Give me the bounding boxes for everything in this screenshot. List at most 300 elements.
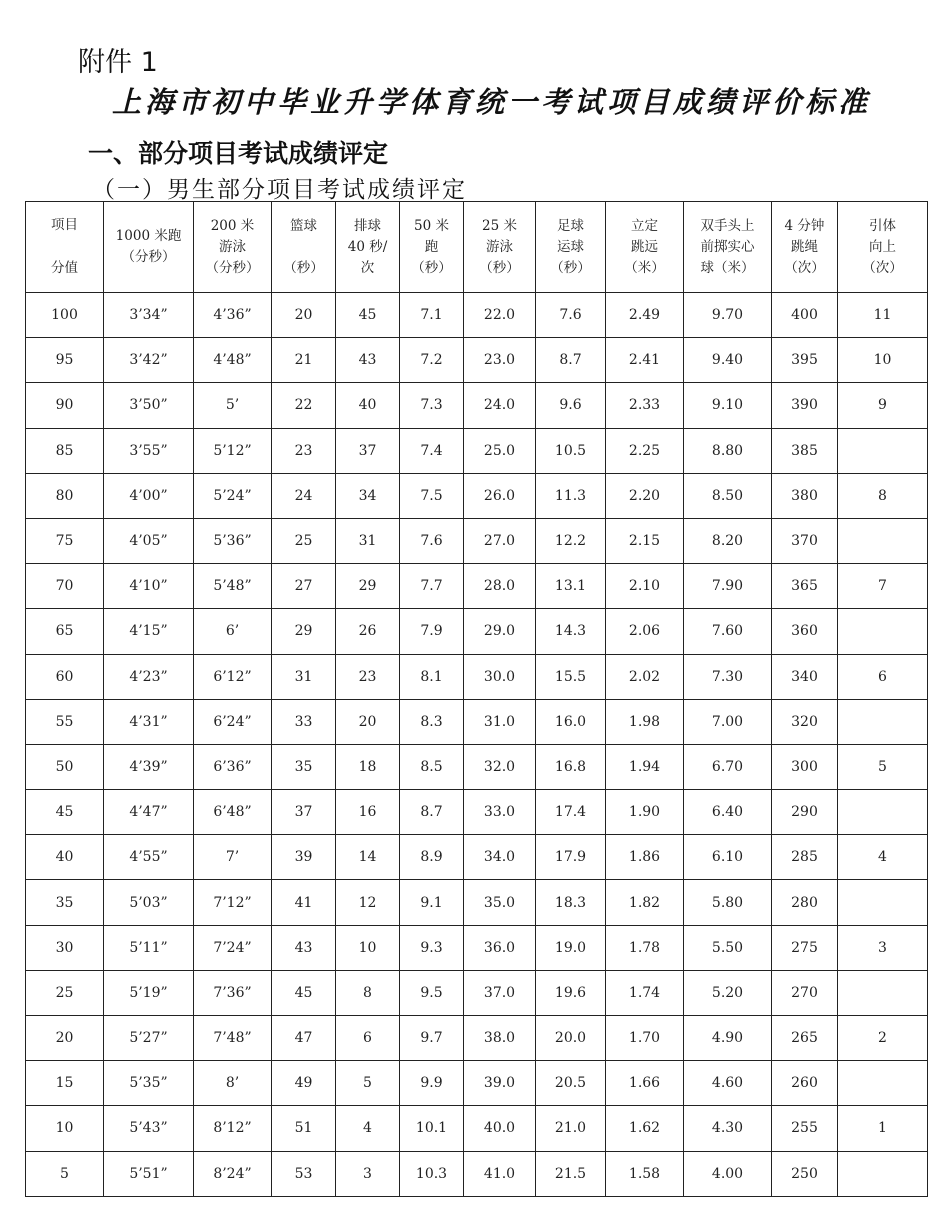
score-cell: 45 [26,790,104,835]
value-cell: 3 [838,925,928,970]
value-cell: 8 [336,970,400,1015]
table-row [26,428,928,473]
table-header-row [26,202,928,293]
value-cell: 20 [336,699,400,744]
value-cell: 40.0 [464,1106,536,1151]
value-cell [838,428,928,473]
value-cell: 1.94 [606,744,684,789]
value-cell: 7.7 [400,564,464,609]
value-cell: 7’36” [194,970,272,1015]
value-cell: 2.41 [606,338,684,383]
table-row [26,744,928,789]
value-cell: 9.9 [400,1061,464,1106]
value-cell: 22 [272,383,336,428]
value-cell: 37.0 [464,970,536,1015]
value-cell [838,1151,928,1196]
value-cell: 250 [772,1151,838,1196]
value-cell: 9.40 [684,338,772,383]
value-cell: 4’47” [104,790,194,835]
value-cell: 7.1 [400,293,464,338]
value-cell: 7.2 [400,338,464,383]
value-cell: 4.30 [684,1106,772,1151]
value-cell: 21 [272,338,336,383]
value-cell: 3’42” [104,338,194,383]
value-cell: 14 [336,835,400,880]
value-cell: 19.0 [536,925,606,970]
value-cell: 31.0 [464,699,536,744]
column-header-line: 运球 [557,238,584,255]
value-cell: 45 [272,970,336,1015]
document-title: 上海市初中毕业升学体育统一考试项目成绩评价标准 [112,85,872,119]
table-row [26,1106,928,1151]
attachment-label: 附件 1 [78,47,158,78]
value-cell: 16.0 [536,699,606,744]
value-cell: 17.9 [536,835,606,880]
score-cell: 5 [26,1151,104,1196]
value-cell: 340 [772,654,838,699]
value-cell: 22.0 [464,293,536,338]
value-cell: 4’48” [194,338,272,383]
value-cell: 3 [336,1151,400,1196]
value-cell: 4’15” [104,609,194,654]
value-cell: 35 [272,744,336,789]
value-cell: 26.0 [464,473,536,518]
value-cell: 23 [272,428,336,473]
column-header-line: （分秒） [205,259,260,276]
value-cell: 5’36” [194,518,272,563]
value-cell: 14.3 [536,609,606,654]
value-cell: 27 [272,564,336,609]
value-cell: 1.70 [606,1016,684,1061]
value-cell: 12.2 [536,518,606,563]
score-cell: 55 [26,699,104,744]
score-standard-table [25,201,928,1197]
value-cell: 285 [772,835,838,880]
column-header-line: （分秒） [121,249,176,265]
value-cell: 10.5 [536,428,606,473]
table-row [26,835,928,880]
value-cell: 8.20 [684,518,772,563]
table-row [26,473,928,518]
section-heading: 一、部分项目考试成绩评定 [88,139,389,168]
value-cell: 11.3 [536,473,606,518]
value-cell: 8’ [194,1061,272,1106]
value-cell: 8 [838,473,928,518]
value-cell [838,1061,928,1106]
column-header-line: 25 米 [482,217,517,234]
header-item-score [26,202,104,293]
value-cell: 26 [336,609,400,654]
table-row [26,970,928,1015]
value-cell: 41 [272,880,336,925]
score-cell: 30 [26,925,104,970]
value-cell: 31 [336,518,400,563]
table-row [26,338,928,383]
value-cell: 1.66 [606,1061,684,1106]
column-header-line: （秒） [411,259,452,276]
column-header-line: （秒） [283,259,324,276]
value-cell: 4’36” [194,293,272,338]
value-cell: 17.4 [536,790,606,835]
column-header-line: （次） [862,259,903,276]
value-cell: 3’50” [104,383,194,428]
value-cell: 8.9 [400,835,464,880]
value-cell: 8.80 [684,428,772,473]
table-row [26,518,928,563]
value-cell: 5.80 [684,880,772,925]
value-cell: 8.7 [536,338,606,383]
value-cell: 4’10” [104,564,194,609]
value-cell: 8’24” [194,1151,272,1196]
score-cell: 10 [26,1106,104,1151]
value-cell: 51 [272,1106,336,1151]
value-cell: 4.00 [684,1151,772,1196]
value-cell: 1 [838,1106,928,1151]
value-cell [838,970,928,1015]
column-header-line: 篮球 [290,217,317,234]
value-cell: 41.0 [464,1151,536,1196]
value-cell: 45 [336,293,400,338]
value-cell: 9.7 [400,1016,464,1061]
column-header-line: 引体 [869,217,896,234]
value-cell: 2.10 [606,564,684,609]
value-cell: 43 [272,925,336,970]
column-header-line: 游泳 [486,238,513,255]
value-cell: 7.30 [684,654,772,699]
value-cell: 7.6 [536,293,606,338]
value-cell: 13.1 [536,564,606,609]
value-cell: 25.0 [464,428,536,473]
table-row [26,293,928,338]
column-header [838,202,928,293]
column-header-line: 球（米） [700,259,755,276]
value-cell: 43 [336,338,400,383]
value-cell: 4’55” [104,835,194,880]
value-cell: 7.90 [684,564,772,609]
value-cell: 7.6 [400,518,464,563]
value-cell: 35.0 [464,880,536,925]
column-header-line: （米） [624,259,665,276]
value-cell: 10.1 [400,1106,464,1151]
value-cell: 9.6 [536,383,606,428]
score-cell: 60 [26,654,104,699]
value-cell: 9.10 [684,383,772,428]
value-cell: 1.90 [606,790,684,835]
value-cell: 4’31” [104,699,194,744]
value-cell: 1.62 [606,1106,684,1151]
value-cell: 25 [272,518,336,563]
value-cell: 255 [772,1106,838,1151]
value-cell [838,699,928,744]
value-cell: 31 [272,654,336,699]
value-cell: 395 [772,338,838,383]
value-cell [838,609,928,654]
value-cell: 20.5 [536,1061,606,1106]
table-row [26,880,928,925]
value-cell: 39 [272,835,336,880]
value-cell: 385 [772,428,838,473]
value-cell: 265 [772,1016,838,1061]
value-cell: 10 [838,338,928,383]
value-cell: 4’00” [104,473,194,518]
column-header-line: 跑 [424,238,439,255]
value-cell: 7’48” [194,1016,272,1061]
score-cell: 85 [26,428,104,473]
value-cell: 5’12” [194,428,272,473]
table-row [26,1016,928,1061]
value-cell: 9.3 [400,925,464,970]
value-cell: 5’11” [104,925,194,970]
value-cell: 7.00 [684,699,772,744]
value-cell: 2.25 [606,428,684,473]
value-cell: 29 [336,564,400,609]
value-cell: 380 [772,473,838,518]
value-cell: 4.90 [684,1016,772,1061]
value-cell: 7.60 [684,609,772,654]
value-cell: 390 [772,383,838,428]
score-cell: 75 [26,518,104,563]
column-header [104,202,194,293]
value-cell: 29 [272,609,336,654]
value-cell: 11 [838,293,928,338]
value-cell: 36.0 [464,925,536,970]
score-cell: 15 [26,1061,104,1106]
value-cell: 5’03” [104,880,194,925]
table-row [26,1151,928,1196]
column-header [684,202,772,293]
score-cell: 100 [26,293,104,338]
value-cell: 6’48” [194,790,272,835]
score-cell: 65 [26,609,104,654]
value-cell: 1.74 [606,970,684,1015]
score-cell: 90 [26,383,104,428]
value-cell: 21.0 [536,1106,606,1151]
value-cell: 53 [272,1151,336,1196]
value-cell: 6 [336,1016,400,1061]
value-cell: 29.0 [464,609,536,654]
score-cell: 20 [26,1016,104,1061]
table-row [26,699,928,744]
value-cell: 33.0 [464,790,536,835]
value-cell: 23 [336,654,400,699]
value-cell: 49 [272,1061,336,1106]
value-cell: 1.98 [606,699,684,744]
value-cell: 8.50 [684,473,772,518]
column-header [464,202,536,293]
value-cell: 37 [272,790,336,835]
column-header [272,202,336,293]
value-cell: 24.0 [464,383,536,428]
value-cell: 7.5 [400,473,464,518]
value-cell: 5’27” [104,1016,194,1061]
value-cell: 9.70 [684,293,772,338]
table-row [26,925,928,970]
score-cell: 40 [26,835,104,880]
value-cell: 9 [838,383,928,428]
value-cell: 5’19” [104,970,194,1015]
score-cell: 35 [26,880,104,925]
value-cell: 5’ [194,383,272,428]
value-cell: 20 [272,293,336,338]
value-cell: 37 [336,428,400,473]
value-cell: 8.5 [400,744,464,789]
value-cell: 4’39” [104,744,194,789]
value-cell: 3’34” [104,293,194,338]
value-cell: 34.0 [464,835,536,880]
value-cell: 7’12” [194,880,272,925]
value-cell: 2.15 [606,518,684,563]
value-cell: 28.0 [464,564,536,609]
value-cell [838,880,928,925]
value-cell: 8.1 [400,654,464,699]
value-cell: 6’ [194,609,272,654]
value-cell: 320 [772,699,838,744]
value-cell: 400 [772,293,838,338]
column-header-line: 200 米 [210,217,255,234]
column-header-line: 跳远 [631,238,658,255]
value-cell: 370 [772,518,838,563]
value-cell: 5 [336,1061,400,1106]
value-cell: 6.40 [684,790,772,835]
value-cell: 34 [336,473,400,518]
score-cell: 25 [26,970,104,1015]
value-cell: 6’12” [194,654,272,699]
value-cell: 38.0 [464,1016,536,1061]
header-score-label: 分值 [51,260,78,276]
value-cell: 15.5 [536,654,606,699]
value-cell: 8.7 [400,790,464,835]
value-cell: 360 [772,609,838,654]
column-header-line: 双手头上 [700,217,755,234]
column-header-line: 1000 米跑 [115,228,182,244]
value-cell: 32.0 [464,744,536,789]
value-cell: 6’24” [194,699,272,744]
column-header-line: 跳绳 [791,238,818,255]
value-cell: 7’24” [194,925,272,970]
column-header [606,202,684,293]
value-cell: 47 [272,1016,336,1061]
column-header-line: （次） [784,259,825,276]
table-body [26,293,928,1197]
value-cell: 3’55” [104,428,194,473]
value-cell: 2 [838,1016,928,1061]
value-cell: 8.3 [400,699,464,744]
value-cell: 5’51” [104,1151,194,1196]
value-cell: 4.60 [684,1061,772,1106]
table-row [26,790,928,835]
value-cell: 5.50 [684,925,772,970]
score-cell: 70 [26,564,104,609]
column-header-line: 40 秒/ [347,238,388,255]
value-cell: 275 [772,925,838,970]
value-cell: 270 [772,970,838,1015]
table-row [26,1061,928,1106]
value-cell: 30.0 [464,654,536,699]
column-header-line: （秒） [550,259,591,276]
value-cell: 6.10 [684,835,772,880]
value-cell: 5’43” [104,1106,194,1151]
value-cell: 260 [772,1061,838,1106]
column-header [336,202,400,293]
value-cell: 24 [272,473,336,518]
column-header-line: 足球 [557,217,584,234]
column-header-line [272,237,335,258]
value-cell: 19.6 [536,970,606,1015]
column-header-line: 次 [360,259,375,276]
value-cell [838,790,928,835]
value-cell: 7.3 [400,383,464,428]
value-cell: 16.8 [536,744,606,789]
value-cell: 7 [838,564,928,609]
value-cell: 2.20 [606,473,684,518]
value-cell: 6 [838,654,928,699]
value-cell: 4 [336,1106,400,1151]
score-cell: 80 [26,473,104,518]
table-row [26,654,928,699]
score-cell: 50 [26,744,104,789]
column-header-line: 向上 [869,238,896,255]
value-cell: 12 [336,880,400,925]
value-cell: 2.06 [606,609,684,654]
subsection-heading: （一）男生部分项目考试成绩评定 [92,177,467,203]
value-cell: 1.78 [606,925,684,970]
value-cell: 1.86 [606,835,684,880]
value-cell: 1.82 [606,880,684,925]
value-cell: 6.70 [684,744,772,789]
table-row [26,564,928,609]
table-row [26,383,928,428]
value-cell: 10.3 [400,1151,464,1196]
value-cell: 5’35” [104,1061,194,1106]
value-cell: 33 [272,699,336,744]
value-cell: 18 [336,744,400,789]
column-header-line: 50 米 [414,217,449,234]
value-cell: 7.9 [400,609,464,654]
value-cell: 8’12” [194,1106,272,1151]
column-header-line: 4 分钟 [784,217,825,234]
value-cell: 300 [772,744,838,789]
value-cell: 5 [838,744,928,789]
value-cell: 280 [772,880,838,925]
value-cell [838,518,928,563]
column-header [536,202,606,293]
value-cell: 365 [772,564,838,609]
value-cell: 10 [336,925,400,970]
value-cell: 40 [336,383,400,428]
value-cell: 2.49 [606,293,684,338]
value-cell: 2.02 [606,654,684,699]
column-header [400,202,464,293]
value-cell: 27.0 [464,518,536,563]
value-cell: 2.33 [606,383,684,428]
value-cell: 16 [336,790,400,835]
value-cell: 5’48” [194,564,272,609]
column-header-line: 立定 [631,217,658,234]
value-cell: 4’05” [104,518,194,563]
value-cell: 4 [838,835,928,880]
value-cell: 6’36” [194,744,272,789]
value-cell: 9.1 [400,880,464,925]
column-header-line: 排球 [354,217,381,234]
value-cell: 7’ [194,835,272,880]
column-header [772,202,838,293]
value-cell: 5’24” [194,473,272,518]
table-row [26,609,928,654]
column-header-line: （秒） [479,259,520,276]
column-header-line: 前掷实心 [700,238,755,255]
value-cell: 23.0 [464,338,536,383]
value-cell: 1.58 [606,1151,684,1196]
